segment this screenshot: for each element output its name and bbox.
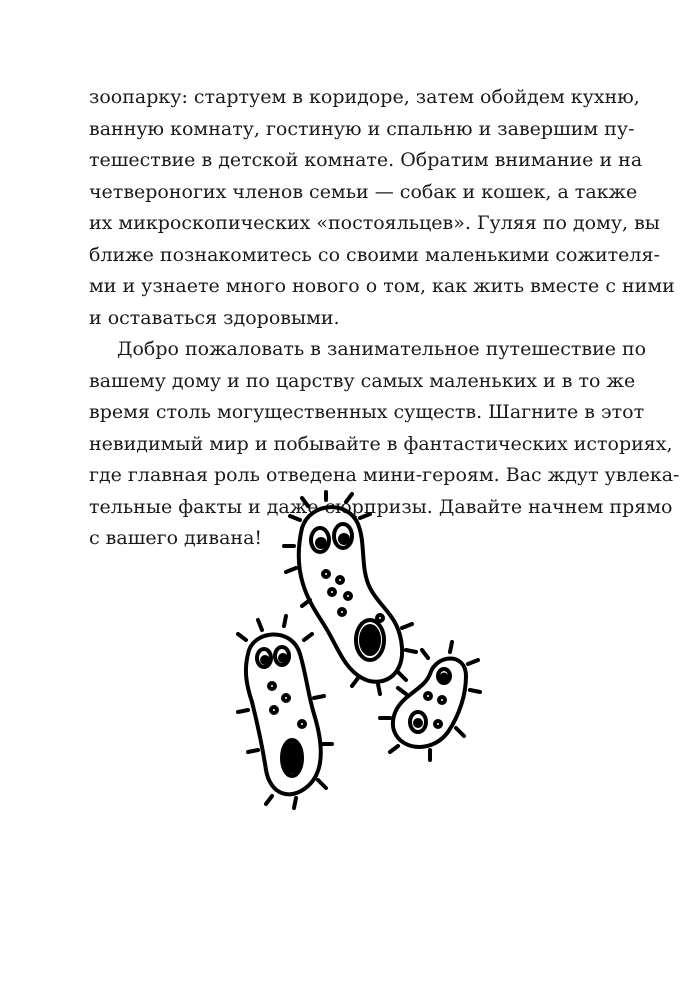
paragraph-line: Добро пожаловать в занимательное путешествие по <box>117 338 647 360</box>
microbe-characters-illustration <box>230 488 490 828</box>
paragraph-line: тельные факты и даже сюрпризы. Давайте начнем прямо <box>89 495 673 518</box>
paragraph-line: ми и узнаете много нового о том, как жить вместе с ними <box>89 275 675 297</box>
paragraph-line: невидимый мир и побывайте в фантастических историях, <box>89 432 673 455</box>
paragraph-line: их микроскопических «постояльцев». Гуляя по дому, вы <box>89 212 660 234</box>
paragraph-line: время столь могущественных существ. Шагните в этот <box>89 401 645 423</box>
paragraph-line: и оставаться здоровыми. <box>89 306 340 329</box>
paragraph-line: вашему дому и по царству самых маленьких и в то же <box>89 369 636 392</box>
body-text <box>89 82 680 555</box>
left-microbe-icon <box>238 616 332 808</box>
paragraph-1 <box>89 82 675 334</box>
paragraph-line: четвероногих членов семьи — собак и кошек, а также <box>89 180 638 203</box>
paragraph-line: с вашего дивана! <box>89 527 263 549</box>
right-microbe-icon <box>380 642 480 760</box>
paragraph-line: ближе познакомитесь со своими маленькими сожителя- <box>89 243 660 266</box>
paragraph-line: ванную комнату, гостиную и спальню и завершим пу- <box>89 117 635 140</box>
paragraph-line: тешествие в детской комнате. Обратим внимание и на <box>89 149 643 171</box>
paragraph-line: зоопарку: стартуем в коридоре, затем обойдем кухню, <box>89 86 640 108</box>
paragraph-line: где главная роль отведена мини-героям. Вас ждут увлека- <box>89 464 680 486</box>
